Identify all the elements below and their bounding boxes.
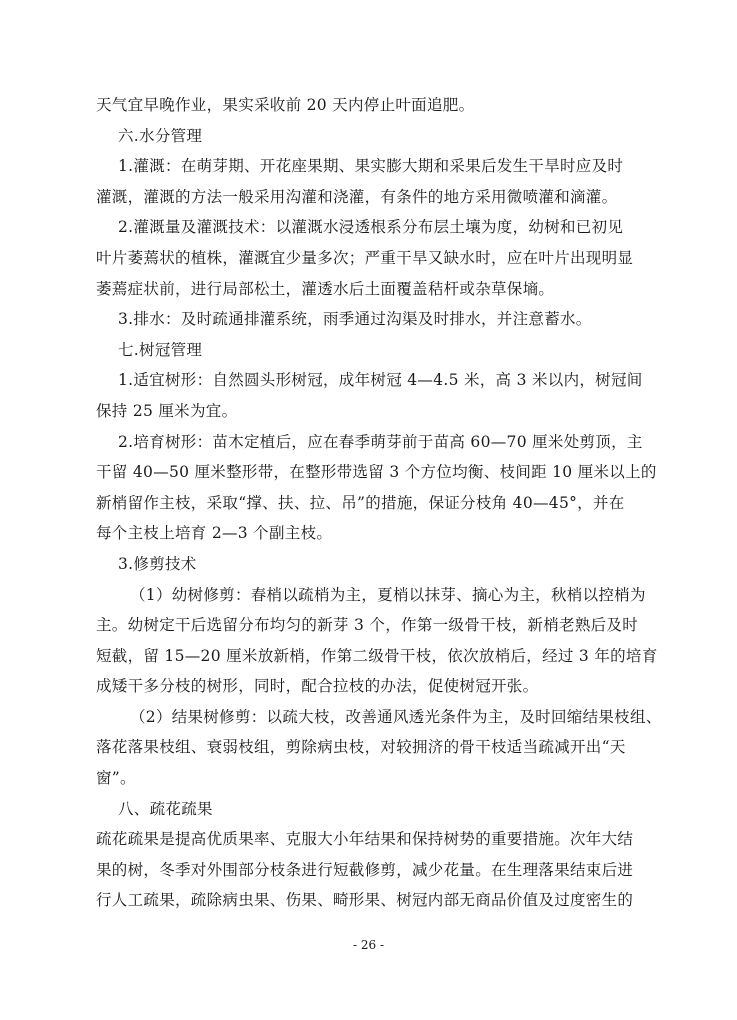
text-line: 2.灌溉量及灌溉技术：以灌溉水浸透根系分布层土壤为度，幼树和已初见 — [118, 218, 624, 237]
text-line: 天气宜早晚作业，果实采收前 20 天内停止叶面追肥。 — [96, 96, 475, 114]
text-line: 3.排水：及时疏通排灌系统，雨季通过沟渠及时排水，并注意蓄水。 — [118, 310, 592, 329]
text-line: 保持 25 厘米为宜。 — [96, 401, 238, 420]
text-line: 每个主枝上培育 2—3 个副主枝。 — [96, 524, 333, 543]
text-line: 萎蔫症状前，进行局部松土，灌透水后土面覆盖秸杆或杂草保墒。 — [96, 279, 555, 298]
text-line: 1.适宜树形：自然圆头形树冠，成年树冠 4—4.5 米，高 3 米以内，树冠间 — [118, 371, 643, 390]
text-line: 果的树，冬季对外围部分枝条进行短截修剪，减少花量。在生理落果结束后进 — [96, 860, 634, 879]
text-line: 灌溉，灌溉的方法一般采用沟灌和浇灌，有条件的地方采用微喷灌和滴灌。 — [96, 187, 618, 206]
document-body — [96, 90, 662, 916]
section-heading: 七.树冠管理 — [118, 340, 203, 359]
text-line: （2）结果树修剪：以疏大枝，改善通风透光条件为主，及时回缩结果枝组、 — [130, 707, 662, 726]
text-line: 成矮干多分枝的树形，同时，配合拉枝的办法，促使树冠开张。 — [96, 677, 539, 696]
page-number: - 26 - — [352, 938, 384, 952]
text-line: 短截，留 15—20 厘米放新梢，作第二级骨干枝，依次放梢后，经过 3 年的培育 — [96, 646, 658, 665]
text-line: 新梢留作主枝，采取“撑、扶、拉、吊”的措施，保证分枝角 40—45°，并在 — [96, 493, 625, 512]
text-line: 1.灌溉：在萌芽期、开花座果期、果实膨大期和采果后发生干旱时应及时 — [118, 157, 624, 176]
text-line: 2.培育树形：苗木定植后，应在春季萌芽前于苗高 60—70 厘米处剪顶，主 — [118, 432, 643, 451]
text-line: 窗”。 — [96, 769, 136, 788]
text-line: 干留 40—50 厘米整形带，在整形带选留 3 个方位均衡、枝间距 10 厘米以上的 — [96, 463, 657, 482]
text-line: 疏花疏果是提高优质果率、克服大小年结果和保持树势的重要措施。次年大结 — [96, 830, 634, 849]
text-line: 落花落果枝组、衰弱枝组，剪除病虫枝，对较拥济的骨干枝适当疏减开出“天 — [96, 738, 626, 757]
text-line: 行人工疏果，疏除病虫果、伤果、畸形果、树冠内部无商品价值及过度密生的 — [96, 891, 634, 910]
text-line: 叶片萎蔫状的植株，灌溉宜少量多次；严重干旱又缺水时，应在叶片出现明显 — [96, 248, 634, 267]
text-line: 主。幼树定干后选留分布均匀的新芽 3 个，作第一级骨干枝，新梢老熟后及时 — [96, 616, 639, 635]
section-heading: 六.水分管理 — [118, 126, 203, 145]
text-line: （1）幼树修剪：春梢以疏梢为主，夏梢以抹芽、摘心为主，秋梢以控梢为 — [130, 585, 646, 604]
section-heading: 八、疏花疏果 — [118, 799, 213, 818]
subsection-heading: 3.修剪技术 — [118, 554, 197, 573]
